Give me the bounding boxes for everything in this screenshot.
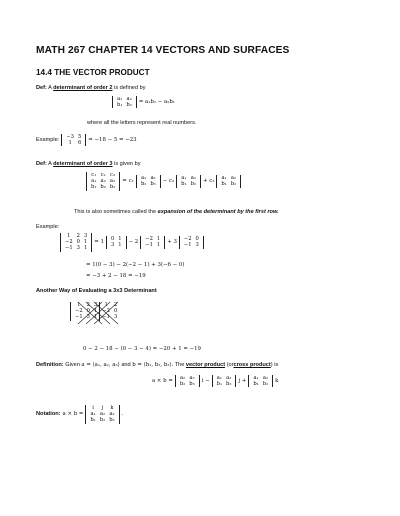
section-heading: 14.4 THE VECTOR PRODUCT — [36, 68, 150, 77]
matrix-entry: b₁ — [117, 102, 123, 109]
matrix-entry: b₁ — [221, 181, 227, 188]
matrix-entry: a₃ — [150, 175, 156, 182]
det-order3 — [86, 172, 120, 191]
sarrus-diagonals — [72, 300, 132, 330]
matrix-entry: a₃ — [109, 411, 115, 418]
matrix-entry: 1 — [156, 242, 161, 249]
math-text: a × b = — [62, 411, 84, 418]
matrix-entry: −2 — [65, 239, 73, 246]
matrix-entry: 1 — [118, 236, 122, 243]
matrix-entry: c₂ — [100, 172, 106, 178]
math-text: is given by — [114, 161, 141, 167]
minor-ex-2 — [140, 236, 165, 248]
matrix-entry: b₁ — [216, 381, 223, 388]
matrix-entry: b₃ — [190, 181, 196, 188]
minor-ex-3 — [179, 236, 204, 248]
matrix-entry: a₂ — [100, 178, 106, 185]
det-order2 — [112, 96, 137, 108]
matrix-entry: 1 — [83, 239, 88, 246]
matrix-entry: 5 — [77, 134, 82, 140]
matrix-entry: 0 — [86, 308, 90, 315]
math-text: + c₃ — [202, 178, 215, 185]
matrix-entry: 1 — [93, 314, 98, 321]
matrix-entry: b₃ — [109, 184, 116, 191]
math-text: is defined by — [114, 85, 146, 91]
matrix-entry: i — [92, 405, 94, 411]
math-text: b = ⟨b₁, b₂, b₃⟩. — [132, 362, 174, 368]
matrix-entry: 3 — [113, 314, 118, 321]
minor-3 — [216, 175, 241, 187]
matrix-entry: 1 — [77, 302, 81, 308]
matrix-entry: b₂ — [179, 381, 186, 388]
math-text: − 2 — [128, 239, 139, 246]
cross-minor-3 — [248, 375, 273, 387]
matrix-entry: a₃ — [190, 175, 196, 182]
math-text: . — [121, 411, 124, 418]
matrix-entry: 3 — [86, 314, 90, 321]
math-text: Example: — [36, 136, 60, 143]
math-text: k — [275, 378, 279, 385]
matrix-entry: a₃ — [189, 375, 195, 381]
matrix-entry: b₁ — [253, 381, 259, 388]
matrix-entry: −1 — [145, 242, 153, 249]
matrix-entry: 0 — [110, 236, 115, 243]
matrix-entry: a₃ — [226, 375, 232, 381]
matrix-entry: 3 — [110, 242, 115, 249]
example2-formula — [60, 233, 204, 252]
matrix-entry: a₂ — [179, 375, 186, 381]
math-text: Def: — [36, 161, 47, 167]
page-title: MATH 267 CHAPTER 14 VECTORS AND SURFACES — [36, 45, 290, 56]
another-way-heading: Another Way of Evaluating a 3x3 Determinant — [36, 288, 157, 294]
matrix-entry: a₁ — [117, 96, 123, 102]
math-text: = a₁b₂ − a₂b₁ — [138, 99, 175, 106]
matrix-entry: −2 — [100, 308, 112, 314]
def3-formula — [86, 172, 241, 191]
math-text: A — [48, 161, 52, 167]
matrix-entry: b₂ — [230, 181, 237, 188]
matrix-entry: −2 — [145, 236, 153, 243]
matrix-entry: a₁ — [91, 178, 97, 185]
matrix-entry: b₂ — [100, 184, 106, 191]
math-text: Given — [65, 362, 80, 368]
matrix-entry: k — [110, 405, 114, 411]
math-text: Def: — [36, 85, 47, 91]
math-text: j + — [238, 378, 247, 385]
math-text: vector product — [185, 362, 226, 368]
math-text: The — [174, 362, 185, 368]
matrix-entry: 1 — [93, 308, 98, 315]
math-text: + 3 — [167, 239, 177, 246]
matrix-entry: −1 — [75, 314, 83, 321]
matrix-entry: 1 — [100, 302, 112, 308]
matrix-entry: 2 — [76, 233, 80, 239]
example2-line2: = 1(0 − 3) − 2(−2 − 1) + 3(−6 − 0) — [86, 262, 185, 268]
matrix-entry: b₂ — [126, 102, 132, 109]
matrix-entry: 1 — [68, 140, 72, 147]
math-text: = 1 — [94, 239, 104, 246]
matrix-entry: a₁ — [216, 375, 222, 381]
matrix-entry: b₃ — [189, 381, 195, 388]
minor-1 — [136, 175, 161, 187]
sarrus-block — [70, 302, 119, 321]
matrix-entry: −1 — [100, 314, 112, 320]
matrix-entry: 3 — [76, 245, 80, 252]
matrix-entry: a₁ — [253, 375, 259, 381]
matrix-entry: c₃ — [110, 172, 116, 178]
math-text: cross product — [233, 362, 271, 368]
matrix-entry: b₁ — [91, 184, 97, 191]
matrix-entry: a₁ — [181, 175, 187, 182]
math-text: and — [121, 362, 131, 368]
matrix-entry: −2 — [75, 308, 83, 315]
matrix-entry: 3 — [83, 233, 88, 239]
math-text: ) is — [270, 362, 279, 368]
cross-definition-line — [36, 362, 278, 369]
cross-minor-1 — [175, 375, 200, 387]
matrix-entry: 1 — [83, 245, 88, 252]
matrix-entry: 1 — [156, 236, 161, 243]
matrix-entry: a₂ — [262, 375, 269, 381]
matrix-entry: 0 — [76, 239, 80, 246]
matrix-entry: −1 — [65, 245, 73, 252]
def3-line — [36, 161, 141, 168]
math-text: Notation: — [36, 410, 61, 417]
matrix-entry: 2 — [113, 302, 118, 308]
def2-note: where all the letters represent real numbers. — [87, 120, 197, 126]
math-text: − c₂ — [162, 178, 175, 185]
matrix-entry: a₂ — [126, 96, 132, 102]
sarrus-result: 0 − 2 − 18 − (0 − 3 − 4) = −20 + 1 = −19 — [83, 346, 201, 352]
matrix-entry: b₂ — [140, 181, 147, 188]
minor-ex-1 — [106, 236, 127, 248]
matrix-entry: a₁ — [221, 175, 227, 182]
matrix-entry: 2 — [86, 302, 90, 308]
matrix-entry: 0 — [113, 308, 118, 315]
matrix-entry: −3 — [66, 134, 74, 140]
math-text: Definition: — [36, 362, 64, 368]
math-text: determinant of order 3 — [53, 161, 113, 167]
math-text: (or — [226, 362, 234, 368]
matrix-entry: 0 — [195, 236, 199, 243]
matrix-entry: −2 — [183, 236, 192, 243]
math-text: i − — [201, 378, 210, 385]
matrix-entry: a₁ — [90, 411, 96, 418]
notation — [36, 405, 123, 424]
matrix-entry: 3 — [93, 302, 98, 308]
math-text: a = ⟨a₁, a₂, a₃⟩ — [81, 362, 120, 368]
matrix-entry: 6 — [77, 140, 82, 147]
math-text: A — [48, 85, 52, 91]
math-text: = — [122, 178, 127, 185]
matrix-entry: c₁ — [91, 172, 97, 178]
math-text: c₁ — [128, 178, 134, 185]
matrix-entry: b₃ — [109, 417, 115, 424]
matrix-entry: a₂ — [230, 175, 237, 182]
cross-minor-2 — [212, 375, 237, 387]
matrix-entry: 1 — [67, 233, 71, 239]
matrix-entry: a₂ — [141, 175, 147, 182]
matrix-entry: −1 — [183, 242, 192, 249]
det-example2 — [60, 233, 92, 252]
example1 — [36, 134, 137, 146]
minor-2 — [176, 175, 201, 187]
matrix-entry: 1 — [118, 242, 122, 249]
matrix-entry: j — [101, 405, 104, 411]
def2-line — [36, 85, 146, 92]
math-text: a × b = — [152, 378, 173, 385]
math-text: This is also sometimes called the — [74, 209, 157, 215]
cross-formula — [152, 375, 278, 387]
expansion-note — [74, 209, 279, 216]
example2-label: Example: — [36, 224, 60, 230]
math-text: = −18 − 5 = −23 — [88, 137, 137, 144]
math-text: expansion of the determinant by the first row. — [157, 209, 279, 215]
matrix-entry: b₃ — [150, 181, 156, 188]
matrix-entry: b₂ — [262, 381, 269, 388]
matrix-entry: 3 — [195, 242, 199, 249]
matrix-entry: b₃ — [226, 381, 232, 388]
example2-line3: = −3 + 2 − 18 = −19 — [86, 273, 146, 279]
math-text: determinant of order 2 — [53, 85, 113, 91]
matrix-entry: b₂ — [99, 417, 106, 424]
matrix-entry: a₂ — [99, 411, 106, 418]
det-notation — [85, 405, 119, 424]
matrix-entry: b₁ — [181, 181, 187, 188]
det-example1 — [61, 134, 86, 146]
matrix-entry: a₃ — [109, 178, 116, 185]
matrix-entry: b₁ — [90, 417, 96, 424]
def2-formula — [112, 96, 175, 108]
